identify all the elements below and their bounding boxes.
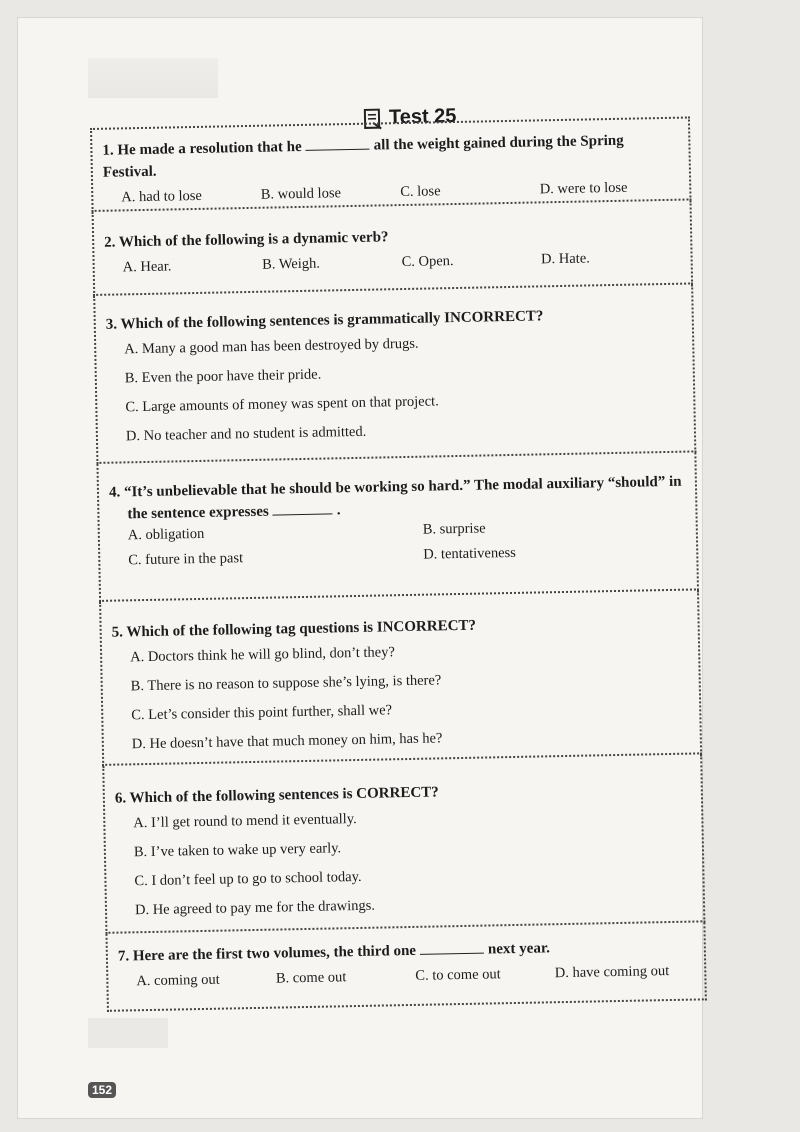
title-text: Test 25	[388, 105, 457, 129]
option-d[interactable]: D. Hate.	[540, 250, 590, 268]
option-d[interactable]: D. have coming out	[554, 963, 670, 982]
option-c[interactable]: C. future in the past	[128, 550, 244, 569]
option-a[interactable]: A. Doctors think he will go blind, don’t they?	[130, 644, 396, 666]
answer-blank	[420, 939, 484, 955]
option-b[interactable]: B. Even the poor have their pride.	[124, 366, 322, 387]
options-row	[105, 249, 681, 277]
question-1	[90, 116, 692, 212]
answer-blank	[306, 135, 370, 151]
option-c[interactable]: C. lose	[400, 183, 441, 201]
option-a[interactable]: A. obligation	[127, 525, 205, 544]
options-list	[106, 331, 684, 446]
option-b[interactable]: B. surprise	[422, 520, 486, 538]
option-a[interactable]: A. coming out	[136, 971, 220, 990]
option-d[interactable]: D. tentativeness	[423, 544, 517, 563]
option-d[interactable]: D. He doesn’t have that much money on him, has he?	[131, 730, 443, 753]
option-a[interactable]: A. I’ll get round to mend it eventually.	[133, 811, 357, 832]
question-4	[96, 452, 699, 601]
question-stem: 1. He made a resolution that he all the weight gained during the Spring Festival.	[102, 132, 624, 181]
question-3	[93, 284, 696, 463]
options-list	[115, 805, 693, 920]
option-a[interactable]: A. had to lose	[121, 187, 203, 206]
question-stem: 7. Here are the first two volumes, the third one next year.	[117, 940, 551, 965]
options-list	[112, 639, 690, 754]
answer-blank	[273, 499, 333, 515]
option-b[interactable]: B. There is no reason to suppose she’s lying, is there?	[130, 672, 442, 695]
options-grid	[110, 517, 687, 570]
question-5	[99, 590, 702, 765]
option-d[interactable]: D. No teacher and no student is admitted.	[125, 423, 367, 445]
option-c[interactable]: C. Large amounts of money was spent on that project.	[125, 393, 439, 416]
question-6	[102, 754, 705, 933]
option-a[interactable]: A. Many a good man has been destroyed by drugs.	[124, 335, 419, 358]
question-stem: 2. Which of the following is a dynamic verb?	[104, 229, 389, 251]
question-stem: 3. Which of the following sentences is grammatically INCORRECT?	[105, 308, 544, 333]
option-b[interactable]: B. I’ve taken to wake up very early.	[133, 840, 342, 861]
option-c[interactable]: C. Let’s consider this point further, shall we?	[131, 702, 393, 724]
question-stem: 5. Which of the following tag questions is INCORRECT?	[111, 617, 477, 641]
bleed-through-area	[88, 58, 218, 98]
question-frame	[90, 116, 707, 1019]
option-c[interactable]: C. I don’t feel up to go to school today.	[134, 868, 362, 890]
option-c[interactable]: C. to come out	[415, 966, 501, 984]
question-7	[105, 922, 706, 1012]
page-number: 152	[88, 1082, 116, 1098]
option-b[interactable]: B. would lose	[260, 185, 342, 203]
bleed-through-area	[88, 1018, 168, 1048]
option-c[interactable]: C. Open.	[401, 253, 454, 271]
option-a[interactable]: A. Hear.	[122, 258, 172, 276]
option-d[interactable]: D. He agreed to pay me for the drawings.	[134, 897, 376, 919]
question-stem: 6. Which of the following sentences is CORRECT?	[114, 784, 439, 807]
option-d[interactable]: D. were to lose	[539, 179, 628, 198]
options-row	[118, 963, 694, 991]
question-stem: 4. “It’s unbelievable that he should be working so hard.” The modal auxiliary “should” in the sentence expresses .	[108, 473, 682, 523]
option-b[interactable]: B. Weigh.	[262, 255, 321, 273]
question-2	[92, 200, 694, 296]
option-b[interactable]: B. come out	[275, 969, 347, 987]
